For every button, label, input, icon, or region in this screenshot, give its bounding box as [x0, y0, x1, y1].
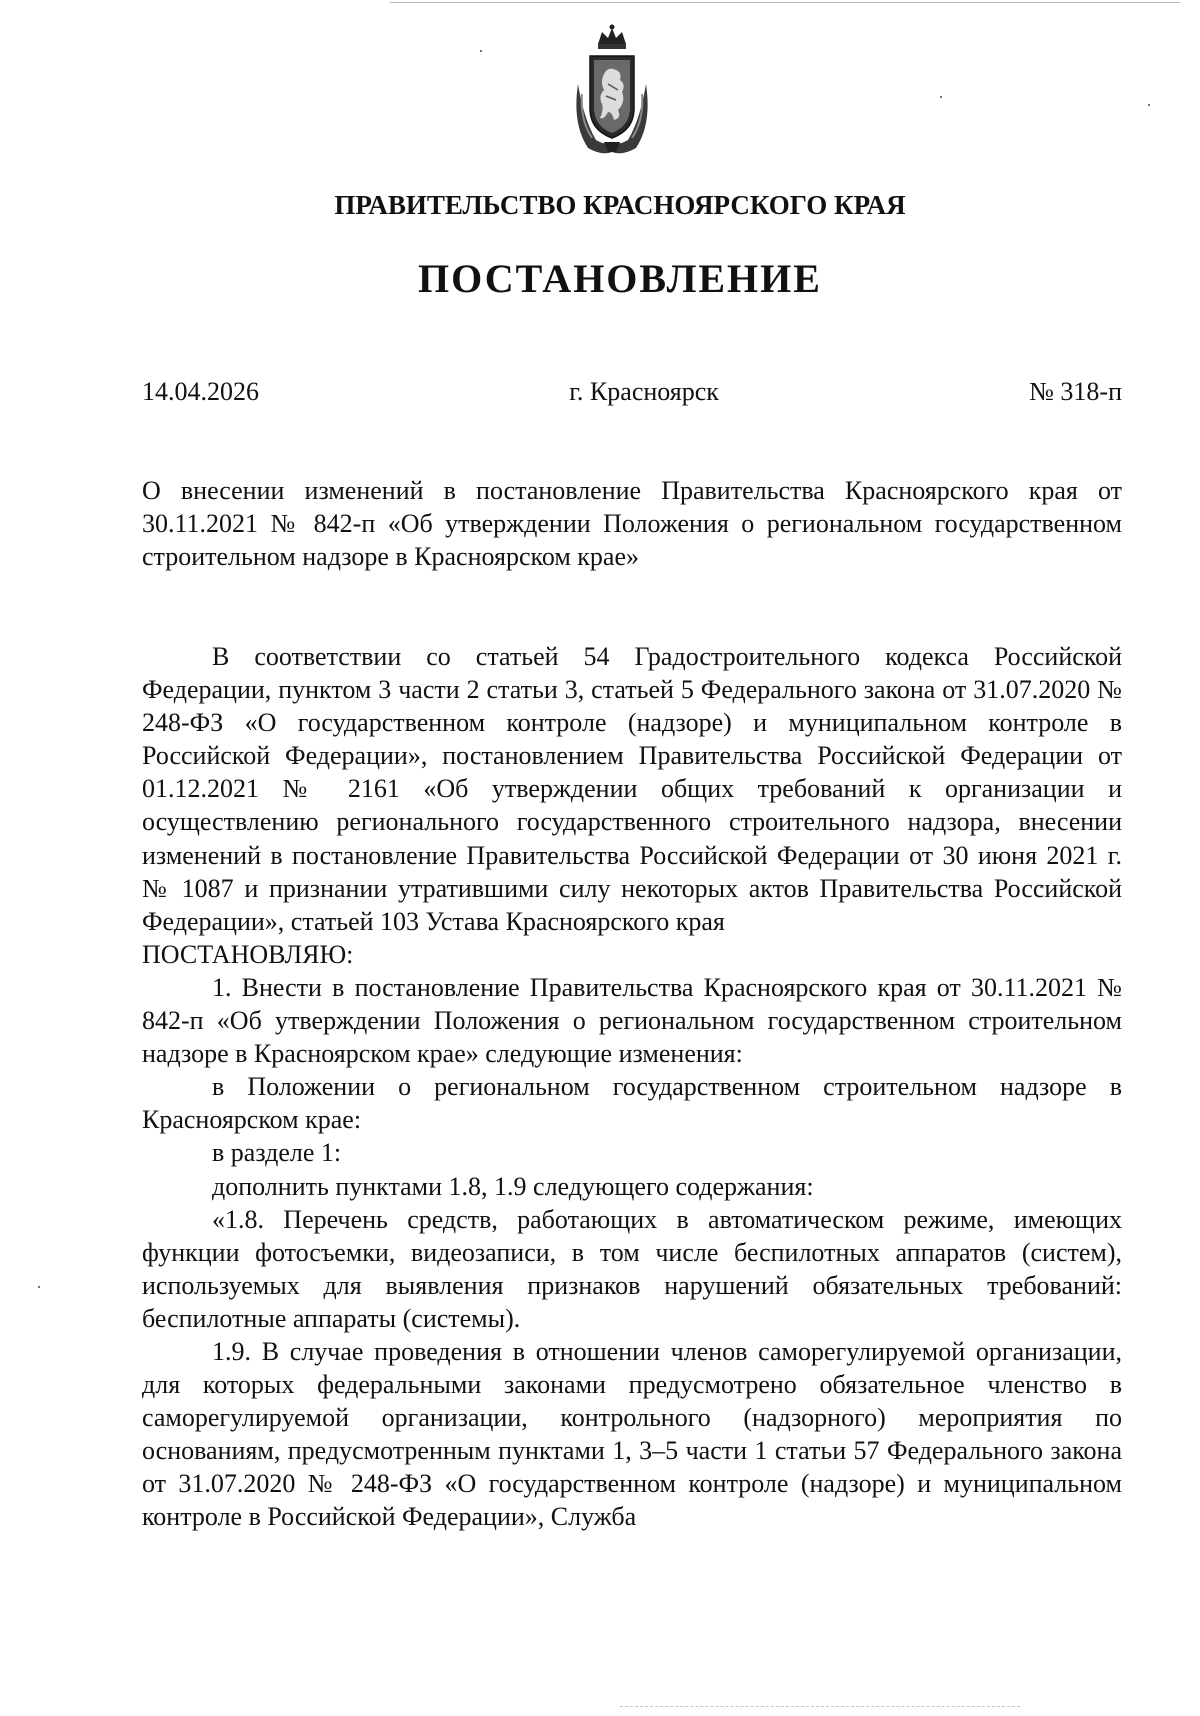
paragraph-resolve: ПОСТАНОВЛЯЮ: [142, 939, 354, 969]
document-subject: О внесении изменений в постановление Правительства Красноярского края от 30.11.2021 № 842-п «Об утверждении Положения о региональном государственном строительном надзоре в Красноярском крае» [142, 476, 1122, 571]
organization-name: ПРАВИТЕЛЬСТВО КРАСНОЯРСКОГО КРАЯ [334, 190, 906, 220]
document-city: г. Красноярск [569, 377, 719, 406]
document-number: № 318-п [1029, 377, 1122, 406]
paragraph-1-8: «1.8. Перечень средств, работающих в автоматическом режиме, имеющих функции фотосъемки, видеозаписи, в том числе беспилотных аппаратов (систем), используемых для выявления признаков нарушений обязательных требований: беспилотные аппараты (системы). [142, 1204, 1122, 1333]
document-body [142, 640, 1122, 1534]
scan-speck [38, 1286, 40, 1288]
document-date: 14.04.2026 [142, 377, 259, 406]
scan-edge-bottom [620, 1706, 1020, 1707]
coat-of-arms-emblem [568, 24, 656, 158]
scan-speck [480, 50, 482, 52]
paragraph-supplement: дополнить пунктами 1.8, 1.9 следующего содержания: [212, 1171, 814, 1201]
paragraph-section: в разделе 1: [212, 1138, 342, 1168]
document-type: ПОСТАНОВЛЕНИЕ [418, 256, 822, 301]
document-meta [142, 377, 1122, 407]
scan-speck [940, 96, 942, 98]
paragraph-regulation: в Положении о региональном государственном строительном надзоре в Красноярском крае: [142, 1072, 1122, 1135]
scan-edge-top [390, 2, 1180, 3]
scan-speck [1148, 104, 1150, 106]
paragraph-preamble: В соответствии со статьей 54 Градостроительного кодекса Российской Федерации, пунктом 3 части 2 статьи 3, статьей 5 Федерального закона от 31.07.2020 № 248-ФЗ «О государственном контроле (надзоре) и муниципальном контроле в Российской Федерации», постановлением Правительства Российской Федерации от 01.12.2021 № 2161 «Об утверждении общих требований к организации и осуществлению регионального государственного строительного надзора, внесении изменений в постановление Правительства Российской Федерации от 30 июня 2021 г. № 1087 и признании утратившими силу некоторых актов Правительства Российской Федерации», статьей 103 Устава Красноярского края [142, 642, 1122, 936]
paragraph-item-1: 1. Внести в постановление Правительства Красноярского края от 30.11.2021 № 842-п «Об утверждении Положения о региональном государственном строительном надзоре в Красноярском крае» следующие изменения: [142, 972, 1122, 1069]
paragraph-1-9: 1.9. В случае проведения в отношении членов саморегулируемой организации, для которых федеральными законами предусмотрено обязательное членство в саморегулируемой организации, контрольного (надзорного) мероприятия по основаниям, предусмотренным пунктами 1, 3–5 части 1 статьи 57 Федерального закона от 31.07.2020 № 248-ФЗ «О государственном контроле (надзоре) и муниципальном контроле в Российской Федерации», Служба [142, 1336, 1122, 1532]
